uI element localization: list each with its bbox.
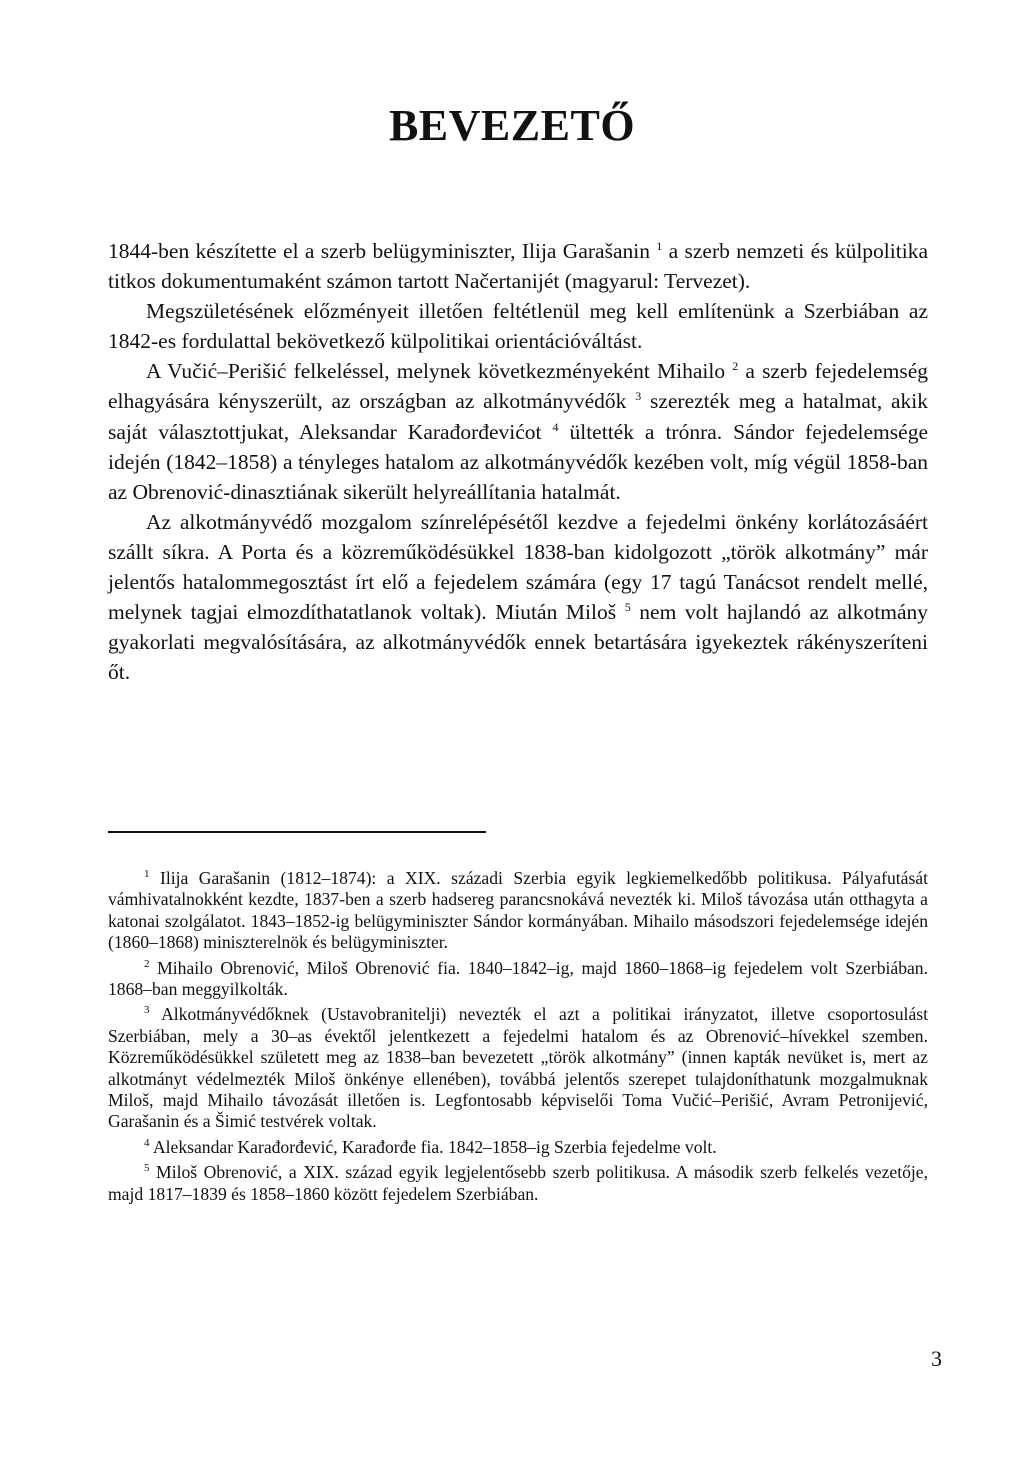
footnote-reference: 4 [552, 419, 559, 434]
footnote [108, 958, 928, 1001]
body-paragraph [108, 296, 928, 356]
paragraph-text: szerezték meg a hatalmat, akik saját választottjukat, Aleksandar Karađorđevićot [108, 389, 928, 444]
footnote-reference: 5 [624, 599, 631, 614]
footnote-number: 4 [144, 1137, 150, 1150]
footnote-text: Mihailo Obrenović, Miloš Obrenović fia. 1840–1842–ig, majd 1860–1868–ig fejedelem volt Szerbiában. 1868–ban meggyilkolták. [108, 957, 928, 1000]
paragraph-text: A Vučić–Perišić felkeléssel, melynek következményeként Mihailo [146, 359, 733, 384]
footnote-text: Miloš Obrenović, a XIX. század egyik legjelentősebb szerb politikusa. A második szerb felkelés vezetője, majd 1817–1839 és 1858–1860 között fejedelem Szerbiában. [108, 1162, 928, 1204]
body-paragraph [108, 507, 928, 688]
footnote-number: 5 [144, 1162, 150, 1175]
footnote [108, 868, 928, 954]
body-paragraph [108, 356, 928, 506]
footnote-text: Aleksandar Karađorđević, Karađorđe fia. 1842–1858–ig Szerbia fejedelme volt. [152, 1136, 717, 1157]
footnote-reference: 2 [732, 359, 739, 374]
footnote-text: Alkotmányvédőknek (Ustavobranitelji) nevezték el azt a politikai irányzatot, illetve csoportosulást Szerbiában, mely a 30–as évektől jelentkezett a fejedelmi hatalom és az Obrenović–hívekkel szemben. Közreműködésükkel született meg az 1838–ban bevezetett „török alkotmány” (innen kapták nevüket is, mert az alkotmányt védelmezték Miloš önkénye ellenében), továbbá jelentős szerepet tulajdoníthatunk mozgalmuknak Miloš, majd Mihailo távozását illetően is. Legfontosabb képviselői Toma Vučić–Perišić, Avram Petronijević, Garašanin és a Šimić testvérek voltak. [108, 1004, 928, 1132]
page-number: 3 [931, 1346, 942, 1371]
footnote [108, 1137, 928, 1158]
paragraph-text: ültették a trónra. Sándor fejedelemsége idején (1842–1858) a tényleges hatalom az alkotmányvédők kezében volt, míg végül 1858-ban az Obrenović-dinasztiának sikerült helyreállítania hatalmát. [108, 419, 928, 504]
footnote-number: 3 [144, 1004, 150, 1017]
paragraph-text: a szerb nemzeti és külpolitika titkos dokumentumaként számon tartott Načertanijét (magyarul: Tervezet). [108, 239, 928, 294]
body-paragraph [108, 236, 928, 296]
footnotes [108, 868, 928, 1209]
footnote-number: 1 [144, 868, 150, 881]
main-text [108, 236, 928, 687]
paragraph-text: Megszületésének előzményeit illetően feltétlenül meg kell említenünk a Szerbiában az 1842-es fordulattal bekövetkező külpolitikai orientációváltást. [108, 299, 928, 354]
footnote-separator [108, 831, 486, 833]
chapter-title: BEVEZETŐ [388, 101, 636, 150]
paragraph-text: Az alkotmányvédő mozgalom színrelépésétől kezdve a fejedelmi önkény korlátozásáért szállt síkra. A Porta és a közreműködésükkel 1838-ban kidolgozott „török alkotmány” már jelentős hatalommegosztást írt elő a fejedelem számára (egy 17 tagú Tanácsot rendelt mellé, melynek tagjai elmozdíthatatlanok voltak). Miután Miloš [108, 509, 928, 625]
footnote-number: 2 [144, 957, 150, 970]
paragraph-text: nem volt hajlandó az alkotmány gyakorlati megvalósítására, az alkotmányvédők ennek betartására igyekeztek rákényszeríteni őt. [108, 600, 928, 685]
footnote [108, 1004, 928, 1132]
paragraph-text: 1844-ben készítette el a szerb belügyminiszter, Ilija Garašanin [108, 239, 657, 263]
footnote-reference: 1 [656, 238, 663, 253]
footnote-text: Ilija Garašanin (1812–1874): a XIX. századi Szerbia egyik legkiemelkedőbb politikusa. Pályafutását vámhivatalnokként kezdte, 1837-ben a szerb hadsereg parancsnokává nevezték ki. Miloš távozása után otthagyta a katonai szolgálatot. 1843–1852-ig belügyminiszter Sándor kormányában. Mihailo másodszori fejedelemsége idején (1860–1868) miniszterelnök és belügyminiszter. [108, 868, 928, 953]
paragraph-text: a szerb fejedelemség elhagyására kényszerült, az országban az alkotmányvédők [108, 359, 928, 414]
footnote-reference: 3 [635, 389, 642, 404]
footnote [108, 1162, 928, 1205]
